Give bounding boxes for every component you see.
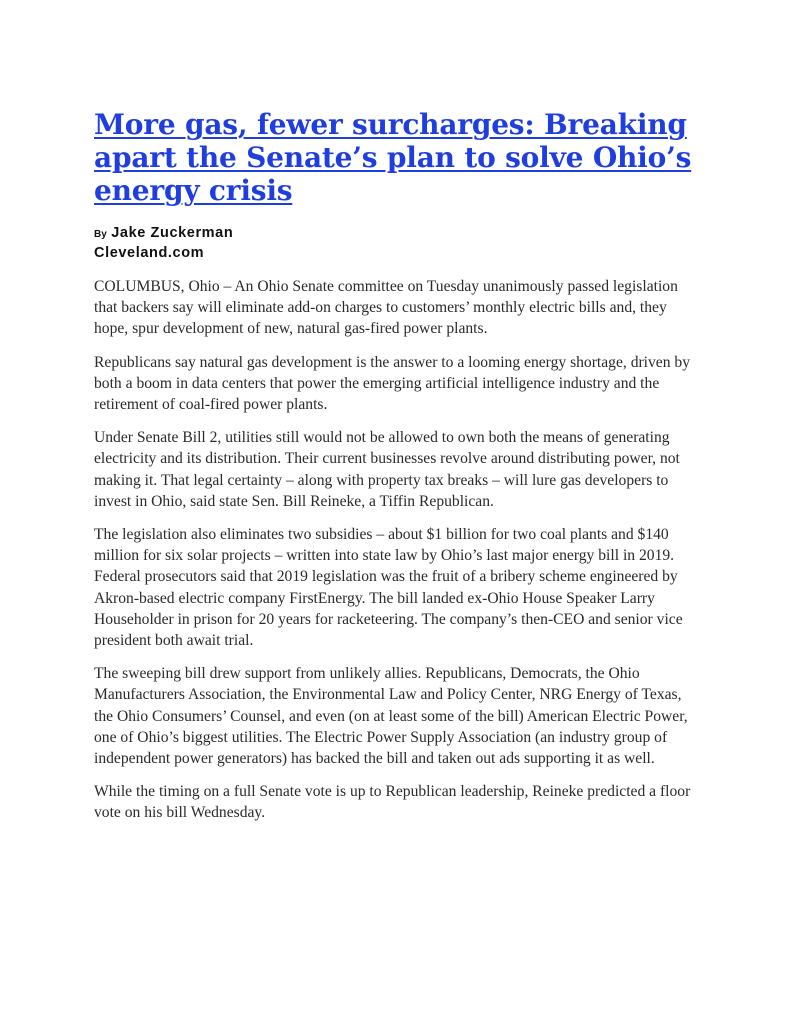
article-body [94, 276, 694, 824]
author-name: Jake Zuckerman [111, 225, 234, 241]
article [94, 108, 694, 836]
paragraph: Under Senate Bill 2, utilities still would not be allowed to own both the means of generating electricity and its distribution. Their current businesses revolve around distributing power, not making it. That legal certainty – along with property tax breaks – will lure gas developers to invest in Ohio, said state Sen. Bill Reineke, a Tiffin Republican. [94, 429, 680, 510]
outlet-name: Cleveland.com [94, 245, 205, 261]
byline [94, 224, 694, 262]
paragraph: While the timing on a full Senate vote is up to Republican leadership, Reineke predicted a floor vote on his bill Wednesday. [94, 783, 691, 822]
paragraph: The legislation also eliminates two subsidies – about $1 billion for two coal plants and $140 million for six solar projects – written into state law by Ohio’s last major energy bill in 2019. Federal prosecutors said that 2019 legislation was the fruit of a bribery scheme engineered by Akron-based electric company FirstEnergy. The bill landed ex-Ohio House Speaker Larry Householder in prison for 20 years for racketeering. The company’s then-CEO and senior vice president both await trial. [94, 526, 683, 650]
byline-prefix: By [94, 229, 107, 240]
paragraph: COLUMBUS, Ohio – An Ohio Senate committee on Tuesday unanimously passed legislation that backers say will eliminate add-on charges to customers’ monthly electric bills and, they hope, spur development of new, natural gas-fired power plants. [94, 278, 678, 338]
paragraph: The sweeping bill drew support from unlikely allies. Republicans, Democrats, the Ohio Manufacturers Association, the Environmental Law and Policy Center, NRG Energy of Texas, the Ohio Consumers’ Counsel, and even (on at least some of the bill) American Electric Power, one of Ohio’s biggest utilities. The Electric Power Supply Association (an industry group of independent power generators) has backed the bill and taken out ads supporting it as well. [94, 665, 688, 768]
headline-link[interactable]: More gas, fewer surcharges: Breaking apart the Senate’s plan to solve Ohio’s energy crisis [94, 108, 692, 207]
paragraph: Republicans say natural gas development is the answer to a looming energy shortage, driven by both a boom in data centers that power the emerging artificial intelligence industry and the retirement of coal-fired power plants. [94, 353, 691, 414]
